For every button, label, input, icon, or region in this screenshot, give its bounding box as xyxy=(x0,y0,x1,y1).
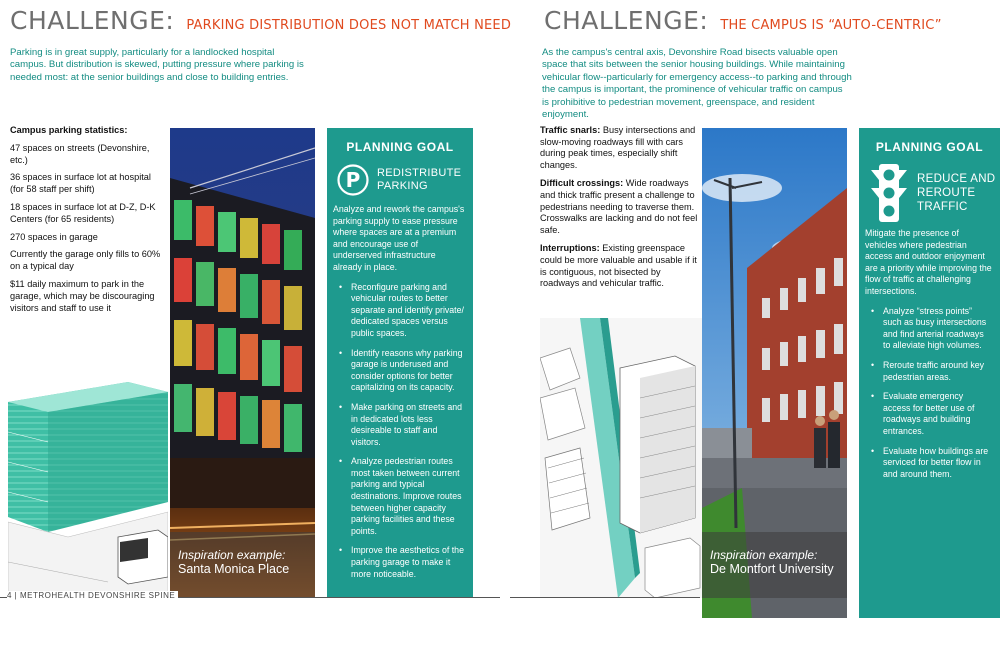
goal-title-row xyxy=(327,154,473,196)
caption-place: De Montfort University xyxy=(710,562,834,576)
photo-caption xyxy=(702,532,847,598)
goal-header: PLANNING GOAL xyxy=(346,140,454,154)
goal-name xyxy=(377,167,461,193)
caption-place: Santa Monica Place xyxy=(178,562,290,576)
stat-item: Currently the garage only fills to 60% on a typical day xyxy=(10,249,161,272)
goal-header: PLANNING GOAL xyxy=(875,140,984,154)
issue-label: Interruptions: xyxy=(540,243,600,254)
goal-name xyxy=(917,172,995,214)
road-diagram-illustration xyxy=(540,318,705,598)
issue-item xyxy=(540,243,700,289)
goal-name-line: REDISTRIBUTE xyxy=(377,167,462,179)
caption-label: Inspiration example: xyxy=(710,548,818,562)
right-page xyxy=(510,0,1000,650)
traffic-issues xyxy=(540,125,700,297)
goal-lead: Analyze and rework the campus's parking supply to ease pressure where spaces are at a premium and encourage use of underserved infrastructure already in place. xyxy=(333,204,465,272)
goal-bullet: • Make parking on streets and in dedicated lots less desireable to staff and visitors. xyxy=(333,402,465,448)
challenge-title: THE CAMPUS IS “AUTO-CENTRIC” xyxy=(720,18,942,33)
goal-bullets xyxy=(865,306,992,481)
inspiration-photo-de-montfort xyxy=(702,128,847,618)
issue-item xyxy=(540,178,700,236)
goal-bullet: • Analyze “stress points” such as busy intersections and find arterial roadways to alleviate high volumes. xyxy=(865,306,992,352)
goal-bullet: • Evaluate how buildings are serviced for better flow in and around them. xyxy=(865,446,992,481)
parking-statistics xyxy=(10,125,162,320)
goal-name-line: PARKING xyxy=(377,180,428,192)
challenge-label: CHALLENGE: xyxy=(10,6,175,35)
caption-label: Inspiration example: xyxy=(178,548,286,562)
intro-text: Parking is in great supply, particularly for a landlocked hospital campus. But distribution is skewed, putting pressure where parking is needed most: at the senior buildings and close to building entries. xyxy=(10,47,304,83)
goal-lead: Mitigate the presence of vehicles where pedestrian access and outdoor enjoyment are a priority while improving the flow of traffic at challenging intersections. xyxy=(865,228,992,296)
intro-text: As the campus's central axis, Devonshire Road bisects valuable open space that sits between the senior housing buildings. While maintaining vehicular flow--particularly for emergency access--to parking and through the campus is important, the prominence of vehicular traffic on campus is prohibitive to pedestrian movement, greenspace, and resident enjoyment. xyxy=(542,47,852,121)
goal-bullet: • Improve the aesthetics of the parking garage to make it more noticeable. xyxy=(333,545,465,580)
issue-text: Existing greenspace could be more valuable and usable if it is contiguous, not bisected by roadways and vehicular traffic. xyxy=(540,243,697,289)
issue-item xyxy=(540,125,700,171)
goal-title-row xyxy=(859,154,1000,222)
goal-bullet: • Evaluate emergency access for better use of roadways and building entrances. xyxy=(865,391,992,437)
stat-item: $11 daily maximum to park in the garage, which may be discouraging visitors and staff to use it xyxy=(10,278,155,313)
goal-bullet: • Analyze pedestrian routes most taken between current parking and typical destinations. Improve routes between higher capacity parking facilities and these points. xyxy=(333,456,465,537)
footer-rule xyxy=(510,597,700,598)
goal-name-line: TRAFFIC xyxy=(917,201,968,213)
footer-text: 4 | METROHEALTH DEVONSHIRE SPINE xyxy=(7,591,178,600)
parking-icon-letter: P xyxy=(345,168,361,192)
planning-goal-panel xyxy=(327,128,473,598)
stat-item: 36 spaces in surface lot at hospital (for 58 staff per shift) xyxy=(10,172,151,195)
goal-body xyxy=(859,228,1000,480)
building-facade-image xyxy=(170,128,315,598)
goal-name-line: REDUCE AND xyxy=(917,173,996,185)
goal-name-line: REROUTE xyxy=(917,187,976,199)
challenge-label: CHALLENGE: xyxy=(544,6,709,35)
left-heading xyxy=(10,6,511,35)
right-heading xyxy=(544,6,942,35)
stat-item: 47 spaces on streets (Devonshire, etc.) xyxy=(10,142,150,165)
parking-garage-illustration xyxy=(8,372,168,594)
photo-caption xyxy=(170,532,315,598)
issue-label: Difficult crossings: xyxy=(540,178,624,189)
goal-bullet: • Reroute traffic around key pedestrian areas. xyxy=(865,360,992,383)
issue-text: Wide roadways and thick traffic present a challenge to pedestrians needing to traverse them. Crosswalks are lacking and do not feel safe. xyxy=(540,178,698,235)
goal-bullets xyxy=(333,282,465,581)
issue-label: Traffic snarls: xyxy=(540,125,601,135)
stat-item: 270 spaces in garage xyxy=(10,231,98,242)
issue-text: Busy intersections and slow-moving roadways fill with cars during peak times, especially shift changes. xyxy=(540,125,696,170)
stats-title: Campus parking statistics: xyxy=(10,125,128,135)
goal-bullet: • Reconfigure parking and vehicular routes to better separate and identify private/ dedicated spaces versus public spaces. xyxy=(333,282,465,340)
parking-icon xyxy=(337,164,369,196)
planning-goal-panel xyxy=(859,128,1000,618)
inspiration-photo-santa-monica xyxy=(170,128,315,598)
goal-body xyxy=(327,204,473,580)
traffic-light-icon xyxy=(871,164,907,222)
stat-item: 18 spaces in surface lot at D-Z, D-K Centers (for 65 residents) xyxy=(10,201,156,224)
goal-bullet: • Identify reasons why parking garage is underused and consider options for better capitalizing on its capacity. xyxy=(333,348,465,394)
challenge-title: PARKING DISTRIBUTION DOES NOT MATCH NEED xyxy=(186,18,512,33)
